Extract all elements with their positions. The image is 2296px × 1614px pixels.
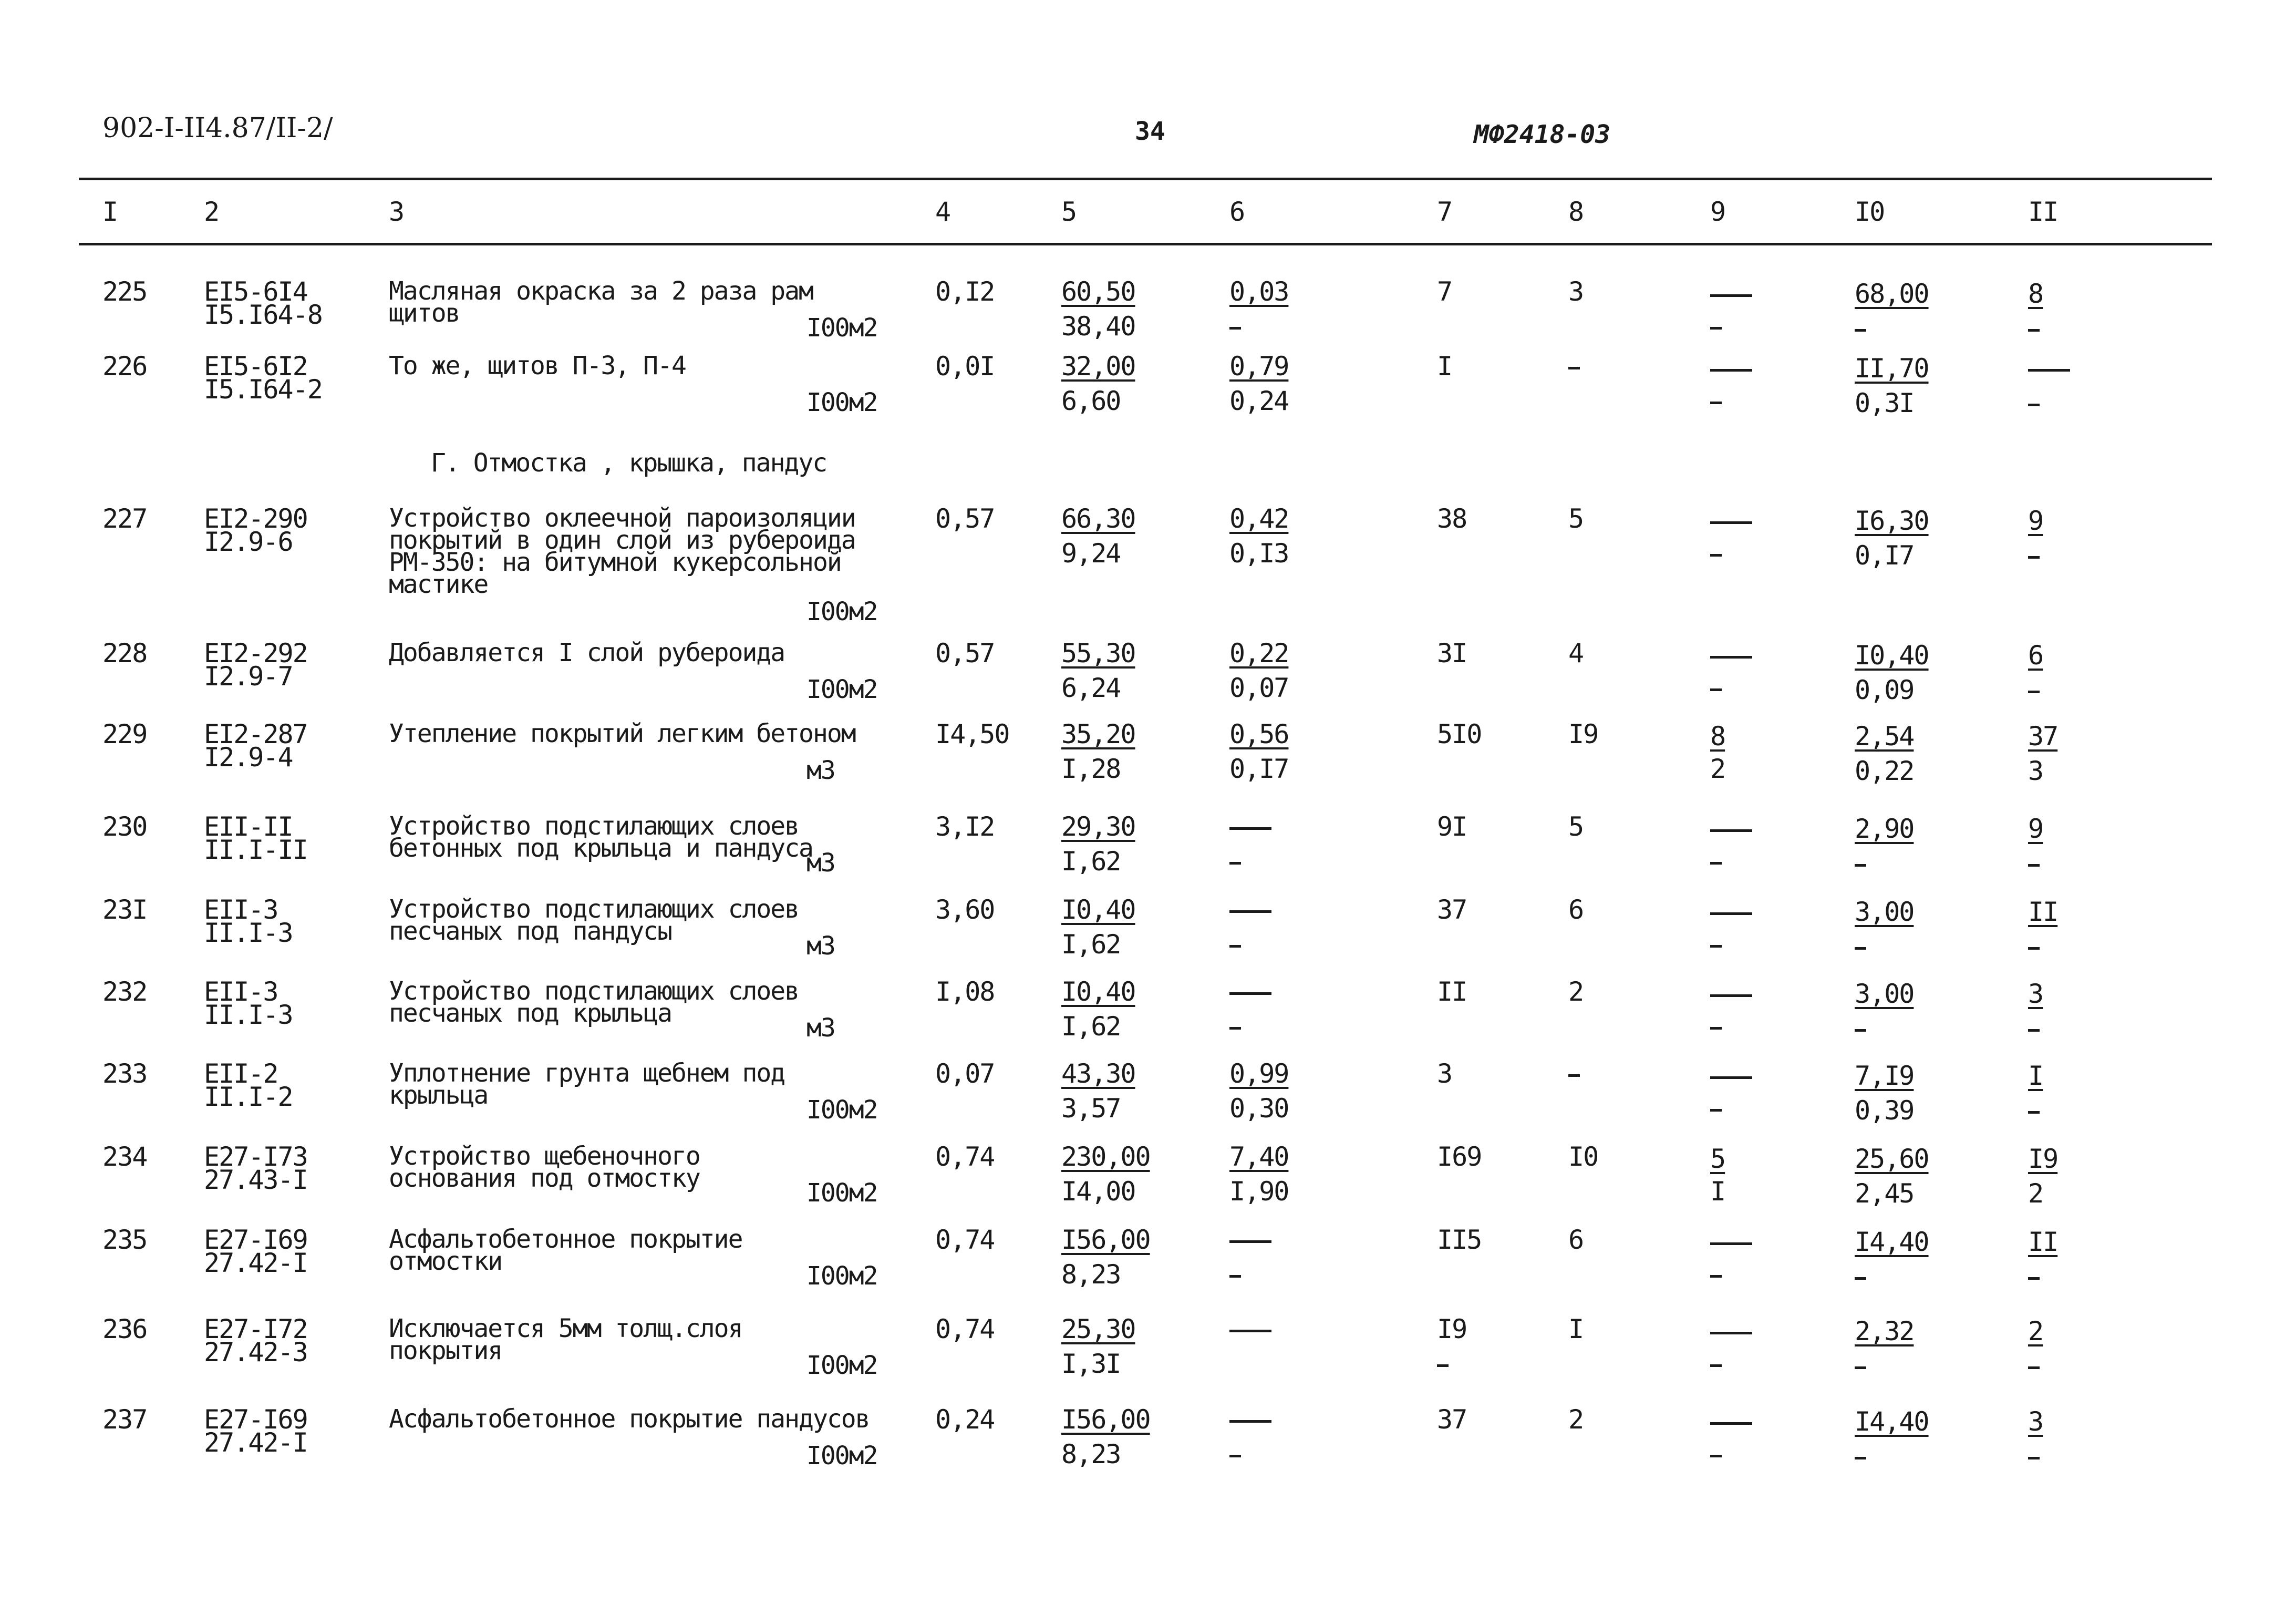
col7-top: 37 [1437,895,1467,925]
col5-top: 35,20 [1061,719,1135,749]
rate-code: ЕII-3 [204,895,278,925]
rate-code: ЕII-2 [204,1058,278,1089]
col10-bottom: 2,45 [1855,1178,1914,1209]
row-number: 23I [102,895,147,925]
rate-code-secondary: I2.9-6 [204,527,293,557]
col5-bottom: 6,24 [1061,673,1121,703]
col6-top: 0,79 [1229,351,1289,382]
col10-top: II,70 [1855,353,1929,384]
rate-code: Е27-I69 [204,1404,307,1435]
col10-bottom: 0,39 [1855,1095,1914,1126]
quantity: 0,74 [935,1314,995,1344]
col11-bottom: 2 [2028,1178,2043,1209]
work-description-line: Уплотнение грунта щебнем под [389,1058,785,1088]
col7-top: 3I [1437,638,1467,669]
quantity: 0,74 [935,1142,995,1172]
rate-code: ЕI2-290 [204,503,307,534]
section-title: Г. Отмостка , крышка, пандус [431,448,827,478]
work-description-line: Утепление покрытий легким бетоном [389,719,855,748]
col5-top: 66,30 [1061,503,1135,534]
col7-top: 7 [1437,276,1452,307]
col10-top: 3,00 [1855,897,1914,927]
col11-bottom [2028,864,2040,867]
work-description-line: Добавляется I слой рубероида [389,638,785,667]
quantity: 3,I2 [935,811,995,842]
work-description-line: Масляная окраска за 2 раза рам [389,276,813,306]
col7-top: I [1437,351,1452,382]
col7-top: 38 [1437,503,1467,534]
col9-top [1710,829,1752,832]
row-number: 227 [102,503,147,534]
rate-code: ЕI2-287 [204,719,307,749]
unit-of-measure: м3 [806,756,835,785]
col6-bottom: 0,24 [1229,386,1289,416]
col7-top: 3 [1437,1058,1452,1089]
col9-top [1710,1422,1752,1425]
col6-bottom [1229,862,1241,865]
col11-bottom [2028,1029,2040,1032]
rate-code-secondary: 27.42-3 [204,1337,307,1368]
col11-top [2028,369,2070,372]
rate-code: Е27-I72 [204,1314,307,1344]
col5-top: I0,40 [1061,895,1135,925]
col5-bottom: I4,00 [1061,1176,1135,1207]
col7-bottom [1437,1364,1449,1367]
unit-of-measure: м3 [806,1013,835,1043]
col6-bottom: 0,07 [1229,673,1289,703]
column-header-5: 5 [1061,197,1077,227]
col6-bottom: 0,30 [1229,1093,1289,1124]
work-description-line: бетонных под крыльца и пандуса [389,834,813,863]
col10-top: I0,40 [1855,640,1929,671]
col6-bottom [1229,1027,1241,1030]
col11-top: 3 [2028,1406,2043,1437]
row-number: 233 [102,1058,147,1089]
work-description-line: крыльца [389,1081,488,1110]
col6-top: 7,40 [1229,1142,1289,1172]
col11-top: 37 [2028,721,2058,752]
col7-top: I9 [1437,1314,1467,1344]
col6-top [1229,992,1271,995]
col6-top: 0,42 [1229,503,1289,534]
row-number: 232 [102,976,147,1007]
col9-bottom [1710,554,1722,557]
quantity: 0,57 [935,503,995,534]
col8-value: 3 [1568,276,1584,307]
quantity: 0,24 [935,1404,995,1435]
col11-bottom [2028,1457,2040,1459]
col9-top [1710,656,1752,659]
col10-bottom [1855,947,1866,950]
unit-of-measure: м3 [806,931,835,961]
row-number: 226 [102,351,147,382]
rate-code-secondary: I5.I64-8 [204,300,322,330]
col5-bottom: I,62 [1061,846,1121,877]
unit-of-measure: I00м2 [806,1178,877,1208]
col5-top: 25,30 [1061,1314,1135,1344]
row-number: 236 [102,1314,147,1344]
col8-value: 2 [1568,976,1584,1007]
col10-top: 2,54 [1855,721,1914,752]
col11-bottom [2028,947,2040,950]
col9-bottom: 2 [1710,754,1725,784]
col11-top: 6 [2028,640,2043,671]
work-description-line: отмостки [389,1247,502,1276]
col10-bottom [1855,329,1866,332]
col10-bottom: 0,3I [1855,388,1914,418]
col6-top [1229,1240,1271,1243]
col9-top [1710,994,1752,997]
rate-code: ЕI5-6I2 [204,351,307,382]
quantity: I,08 [935,976,995,1007]
col11-bottom [2028,404,2040,406]
work-description-line: покрытий в один слой из рубероида [389,526,855,555]
work-description-line: щитов [389,299,460,328]
work-description-line: покрытия [389,1336,502,1365]
row-number: 229 [102,719,147,749]
column-header-1: I [102,197,118,227]
rate-code: Е27-I73 [204,1142,307,1172]
col6-bottom: 0,I3 [1229,538,1289,569]
col11-bottom [2028,1111,2040,1114]
rate-code-secondary: I5.I64-2 [204,374,322,405]
unit-of-measure: I00м2 [806,1095,877,1125]
work-description-line: Исключается 5мм толщ.слоя [389,1314,742,1343]
work-description-line: песчаных под крыльца [389,999,671,1028]
table-header-rule [79,243,2212,245]
col9-bottom [1710,1109,1722,1112]
col6-top [1229,827,1271,830]
col9-bottom [1710,862,1722,865]
col11-bottom [2028,1277,2040,1280]
col5-top: 230,00 [1061,1142,1150,1172]
col6-bottom [1229,945,1241,948]
col8-value [1568,367,1580,369]
col6-bottom [1229,1275,1241,1278]
rate-code: ЕI5-6I4 [204,276,307,307]
col11-top: 2 [2028,1316,2043,1346]
col5-bottom: 8,23 [1061,1259,1121,1290]
col8-value: 6 [1568,1225,1584,1255]
col5-top: 55,30 [1061,638,1135,669]
col8-value: 4 [1568,638,1584,669]
col10-bottom: 0,I7 [1855,540,1914,571]
col9-bottom [1710,945,1722,948]
col9-bottom [1710,327,1722,330]
rate-code: ЕI2-292 [204,638,307,669]
col7-top: II5 [1437,1225,1482,1255]
col6-top: 0,56 [1229,719,1289,749]
work-description-line: Устройство подстилающих слоев [389,976,799,1006]
col9-bottom [1710,1275,1722,1278]
col9-top: 5 [1710,1144,1725,1174]
col11-bottom [2028,691,2040,693]
col5-top: I56,00 [1061,1225,1150,1255]
rate-code-secondary: 27.42-I [204,1427,307,1458]
col11-top: I9 [2028,1144,2058,1174]
unit-of-measure: I00м2 [806,1261,877,1291]
col10-bottom [1855,1277,1866,1280]
quantity: 0,57 [935,638,995,669]
column-header-4: 4 [935,197,950,227]
column-header-11: II [2028,197,2058,227]
col7-top: II [1437,976,1467,1007]
col10-bottom: 0,09 [1855,675,1914,705]
col9-top [1710,521,1752,524]
col9-bottom [1710,1364,1722,1367]
column-header-3: 3 [389,197,404,227]
work-description-line: Асфальтобетонное покрытие пандусов [389,1404,870,1434]
col9-top: 8 [1710,721,1725,752]
col8-value: 2 [1568,1404,1584,1435]
rate-code-secondary: II.I-3 [204,918,293,948]
col11-top: II [2028,897,2058,927]
page-number: 34 [1135,117,1165,146]
column-header-7: 7 [1437,197,1452,227]
unit-of-measure: I00м2 [806,1441,877,1471]
col10-bottom [1855,1366,1866,1369]
work-description-line: Асфальтобетонное покрытие [389,1225,742,1254]
rate-code-secondary: 27.43-I [204,1165,307,1195]
col5-top: I56,00 [1061,1404,1150,1435]
col5-bottom: 6,60 [1061,386,1121,416]
unit-of-measure: I00м2 [806,388,877,417]
col7-top: 37 [1437,1404,1467,1435]
col9-bottom [1710,1027,1722,1030]
col9-top [1710,369,1752,372]
col5-top: 60,50 [1061,276,1135,307]
col5-top: 32,00 [1061,351,1135,382]
col11-top: 9 [2028,814,2043,844]
col10-top: 3,00 [1855,979,1914,1009]
col5-bottom: I,62 [1061,929,1121,960]
col9-bottom: I [1710,1176,1725,1207]
col9-top [1710,294,1752,297]
quantity: 0,07 [935,1058,995,1089]
col10-top: 2,90 [1855,814,1914,844]
col10-top: I6,30 [1855,506,1929,536]
col6-bottom [1229,327,1241,330]
rate-code-secondary: II.I-2 [204,1082,293,1112]
col10-top: I4,40 [1855,1227,1929,1257]
col8-value: 5 [1568,811,1584,842]
rate-code: ЕII-3 [204,976,278,1007]
quantity: 0,0I [935,351,995,382]
col11-top: 8 [2028,279,2043,309]
unit-of-measure: м3 [806,848,835,878]
rate-code-secondary: I2.9-7 [204,661,293,692]
work-description-line: РМ-350: на битумной кукерсольной [389,548,841,577]
col9-top [1710,1332,1752,1334]
col7-top: 5I0 [1437,719,1482,749]
col11-bottom [2028,329,2040,332]
col10-top: 25,60 [1855,1144,1929,1174]
column-header-10: I0 [1855,197,1885,227]
column-header-8: 8 [1568,197,1584,227]
col5-bottom: I,3I [1061,1349,1121,1379]
rate-code: ЕII-II [204,811,293,842]
quantity: I4,50 [935,719,1009,749]
col7-top: I69 [1437,1142,1482,1172]
col11-bottom: 3 [2028,756,2043,786]
row-number: 234 [102,1142,147,1172]
unit-of-measure: I00м2 [806,597,877,626]
col6-top: 0,03 [1229,276,1289,307]
col10-bottom [1855,1457,1866,1459]
quantity: 0,74 [935,1225,995,1255]
col5-bottom: I,62 [1061,1011,1121,1042]
col9-top [1710,912,1752,915]
work-description-line: Устройство подстилающих слоев [389,811,799,841]
rate-code: Е27-I69 [204,1225,307,1255]
row-number: 237 [102,1404,147,1435]
col6-bottom: I,90 [1229,1176,1289,1207]
col5-bottom: 9,24 [1061,538,1121,569]
rate-code-secondary: I2.9-4 [204,742,293,773]
work-description-line: Устройство оклеечной пароизоляции [389,503,855,533]
unit-of-measure: I00м2 [806,313,877,343]
work-description-line: основания под отмостку [389,1164,700,1193]
col6-top: 0,22 [1229,638,1289,669]
row-number: 228 [102,638,147,669]
document-code: 902-I-II4.87/II-2/ [102,112,333,144]
quantity: 3,60 [935,895,995,925]
col9-top [1710,1242,1752,1245]
col10-top: 7,I9 [1855,1061,1914,1091]
rate-code-secondary: 27.42-I [204,1248,307,1278]
unit-of-measure: I00м2 [806,1351,877,1380]
work-description-line: То же, щитов П-3, П-4 [389,351,686,381]
col11-bottom [2028,556,2040,559]
rate-code-secondary: II.I-3 [204,1000,293,1030]
col6-bottom [1229,1455,1241,1457]
col5-top: I0,40 [1061,976,1135,1007]
work-description-line: Устройство щебеночного [389,1142,700,1171]
col10-bottom [1855,1029,1866,1032]
col5-top: 29,30 [1061,811,1135,842]
rate-code-secondary: II.I-II [204,835,307,865]
table-top-rule [79,178,2212,180]
col6-top [1229,1420,1271,1423]
col8-value: 6 [1568,895,1584,925]
column-header-6: 6 [1229,197,1245,227]
col5-bottom: I,28 [1061,754,1121,784]
col6-top [1229,910,1271,913]
row-number: 225 [102,276,147,307]
col6-top [1229,1330,1271,1332]
col10-top: 2,32 [1855,1316,1914,1346]
archive-code: МФ2418-03 [1474,120,1611,149]
col7-top: 9I [1437,811,1467,842]
col10-top: 68,00 [1855,279,1929,309]
col8-value: I [1568,1314,1584,1344]
col8-value: I9 [1568,719,1598,749]
col10-bottom: 0,22 [1855,756,1914,786]
work-description-line: мастике [389,570,488,599]
col6-top: 0,99 [1229,1058,1289,1089]
col9-bottom [1710,1455,1722,1457]
unit-of-measure: I00м2 [806,675,877,704]
col10-top: I4,40 [1855,1406,1929,1437]
col10-bottom [1855,864,1866,867]
col5-bottom: 38,40 [1061,311,1135,342]
col9-bottom [1710,688,1722,691]
col5-top: 43,30 [1061,1058,1135,1089]
col8-value: 5 [1568,503,1584,534]
col8-value [1568,1074,1580,1077]
col8-value: I0 [1568,1142,1598,1172]
row-number: 230 [102,811,147,842]
column-header-9: 9 [1710,197,1725,227]
col11-bottom [2028,1366,2040,1369]
col9-bottom [1710,402,1722,404]
col6-bottom: 0,I7 [1229,754,1289,784]
quantity: 0,I2 [935,276,995,307]
work-description-line: Устройство подстилающих слоев [389,895,799,924]
col11-top: 3 [2028,979,2043,1009]
col11-top: II [2028,1227,2058,1257]
col11-top: I [2028,1061,2043,1091]
col5-bottom: 3,57 [1061,1093,1121,1124]
work-description-line: песчаных под пандусы [389,917,671,946]
column-header-2: 2 [204,197,219,227]
row-number: 235 [102,1225,147,1255]
col9-top [1710,1076,1752,1079]
col5-bottom: 8,23 [1061,1439,1121,1469]
col11-top: 9 [2028,506,2043,536]
